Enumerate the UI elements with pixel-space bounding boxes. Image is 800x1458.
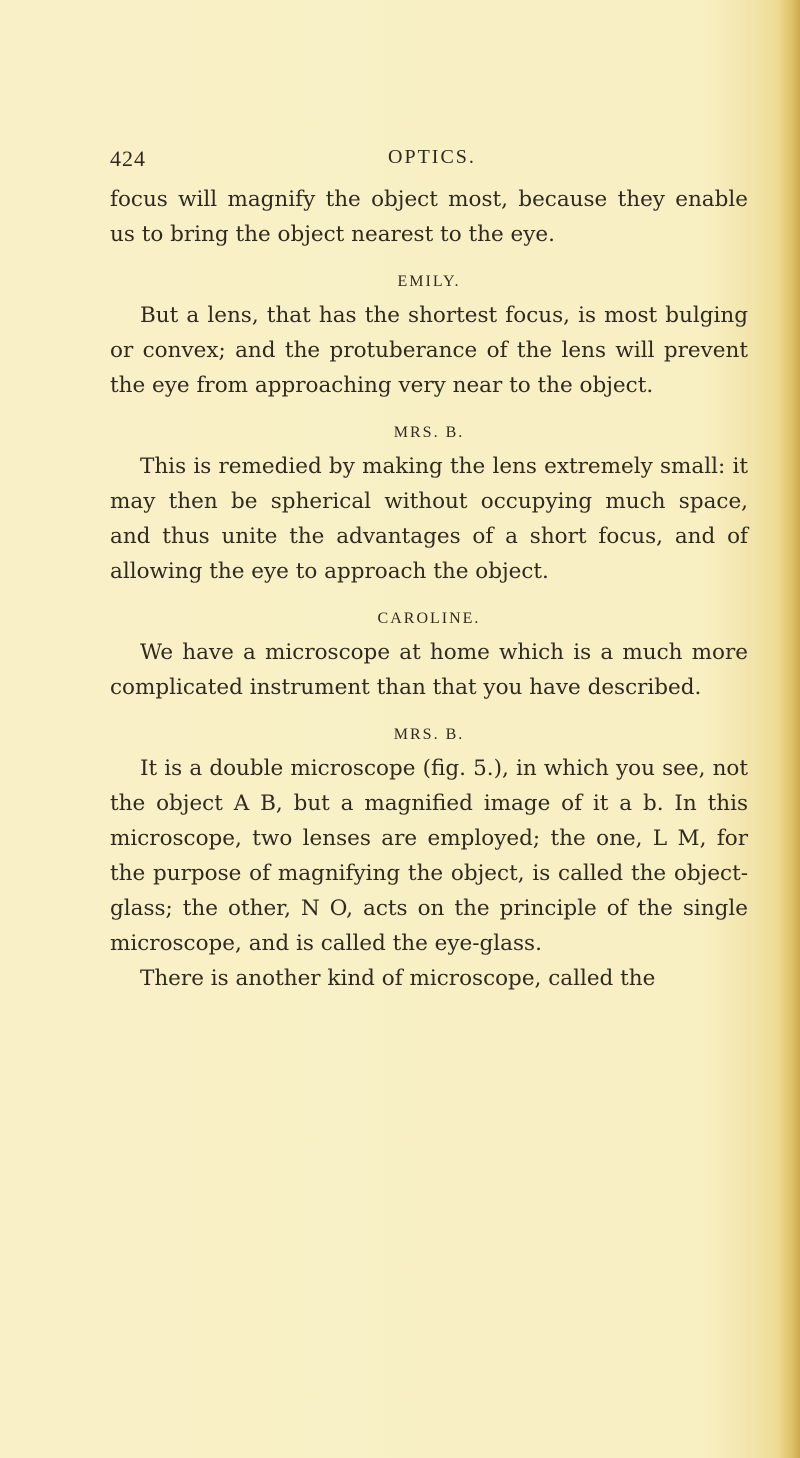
page-body xyxy=(110,182,748,996)
speaker-name: EMILY. xyxy=(397,273,461,290)
paragraph: But a lens, that has the shortest focus, is most bulging or convex; and the protuberance of the lens will prevent the eye from approaching very near to the object. xyxy=(110,303,748,398)
running-head: OPTICS. xyxy=(388,146,476,168)
speaker-name: MRS. B. xyxy=(393,726,465,743)
speaker-name: CAROLINE. xyxy=(377,610,481,627)
paragraph: It is a double microscope (fig. 5.), in which you see, not the object A B, but a magnified image of it a b. In this microscope, two lenses are employed; the one, L M, for the purpose of magnifying the object, is called the object-glass; the other, N O, acts on the principle of the single microscope, and is called the eye-glass. xyxy=(110,756,748,956)
paragraph: We have a microscope at home which is a much more complicated instrument than that you have described. xyxy=(110,640,748,700)
speaker-name: MRS. B. xyxy=(393,424,465,441)
page-number: 424 xyxy=(110,146,146,171)
paragraph: There is another kind of microscope, called the xyxy=(140,966,656,991)
paragraph: This is remedied by making the lens extremely small: it may then be spherical without occupying much space, and thus unite the advantages of a short focus, and of allowing the eye to approach the object. xyxy=(110,454,748,584)
paragraph: focus will magnify the object most, because they enable us to bring the object nearest to the eye. xyxy=(110,187,748,247)
page-header xyxy=(110,146,750,176)
page-gutter-edge xyxy=(778,0,800,1458)
